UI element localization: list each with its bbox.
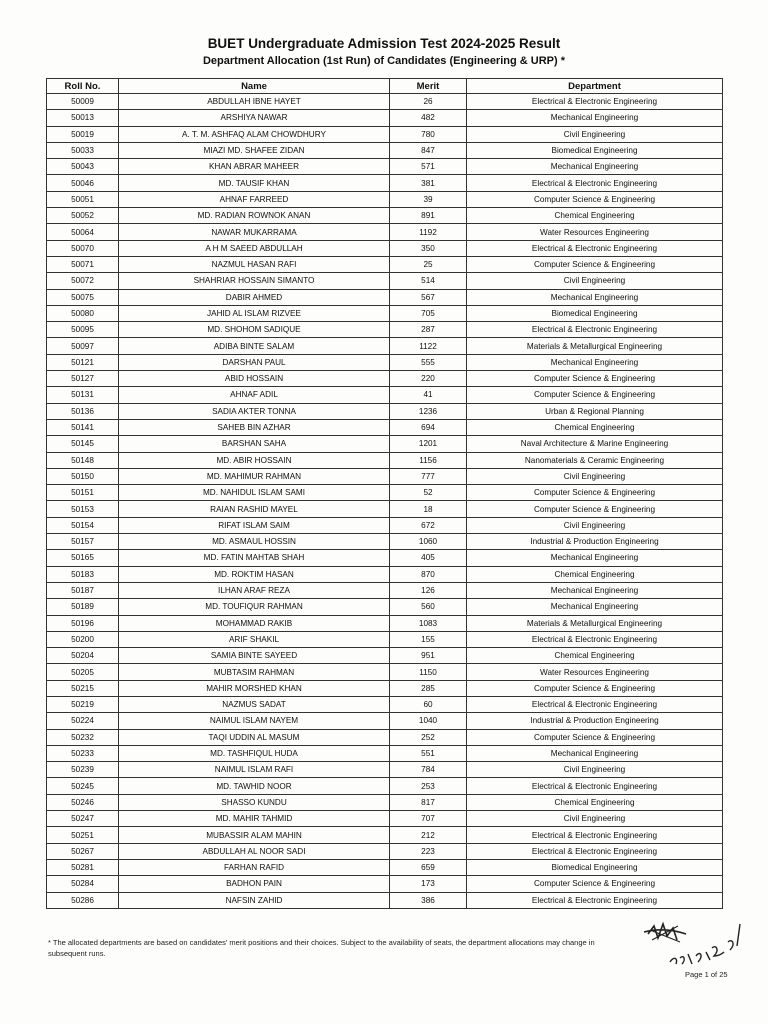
merit-cell: 41: [390, 387, 467, 403]
roll-cell: 50097: [47, 338, 119, 354]
roll-cell: 50043: [47, 159, 119, 175]
name-cell: SAHEB BIN AZHAR: [119, 419, 390, 435]
department-cell: Naval Architecture & Marine Engineering: [467, 436, 723, 452]
table-row: [47, 729, 723, 745]
roll-cell: 50075: [47, 289, 119, 305]
table-row: [47, 713, 723, 729]
roll-cell: 50033: [47, 142, 119, 158]
table-row: [47, 892, 723, 908]
department-cell: Mechanical Engineering: [467, 599, 723, 615]
department-cell: Materials & Metallurgical Engineering: [467, 615, 723, 631]
merit-cell: 220: [390, 371, 467, 387]
name-cell: NAFSIN ZAHID: [119, 892, 390, 908]
merit-cell: 482: [390, 110, 467, 126]
merit-cell: 1083: [390, 615, 467, 631]
merit-cell: 52: [390, 485, 467, 501]
merit-cell: 891: [390, 208, 467, 224]
name-cell: SHAHRIAR HOSSAIN SIMANTO: [119, 273, 390, 289]
roll-cell: 50095: [47, 322, 119, 338]
merit-cell: 567: [390, 289, 467, 305]
roll-cell: 50046: [47, 175, 119, 191]
department-cell: Industrial & Production Engineering: [467, 534, 723, 550]
name-cell: MAHIR MORSHED KHAN: [119, 680, 390, 696]
merit-cell: 1122: [390, 338, 467, 354]
department-cell: Computer Science & Engineering: [467, 191, 723, 207]
name-cell: MD. RADIAN ROWNOK ANAN: [119, 208, 390, 224]
table-row: [47, 566, 723, 582]
department-cell: Mechanical Engineering: [467, 354, 723, 370]
name-cell: MOHAMMAD RAKIB: [119, 615, 390, 631]
roll-cell: 50204: [47, 648, 119, 664]
name-cell: MD. MAHIMUR RAHMAN: [119, 468, 390, 484]
merit-cell: 381: [390, 175, 467, 191]
department-cell: Electrical & Electronic Engineering: [467, 696, 723, 712]
table-row: [47, 224, 723, 240]
table-row: [47, 534, 723, 550]
name-cell: JAHID AL ISLAM RIZVEE: [119, 305, 390, 321]
name-cell: KHAN ABRAR MAHEER: [119, 159, 390, 175]
table-row: [47, 794, 723, 810]
department-cell: Civil Engineering: [467, 468, 723, 484]
table-row: [47, 159, 723, 175]
roll-cell: 50232: [47, 729, 119, 745]
merit-cell: 1040: [390, 713, 467, 729]
name-cell: MD. FATIN MAHTAB SHAH: [119, 550, 390, 566]
roll-cell: 50072: [47, 273, 119, 289]
roll-cell: 50153: [47, 501, 119, 517]
merit-cell: 26: [390, 94, 467, 110]
table-row: [47, 876, 723, 892]
department-cell: Computer Science & Engineering: [467, 876, 723, 892]
department-cell: Civil Engineering: [467, 517, 723, 533]
department-cell: Mechanical Engineering: [467, 582, 723, 598]
merit-cell: 1150: [390, 664, 467, 680]
roll-cell: 50064: [47, 224, 119, 240]
merit-cell: 405: [390, 550, 467, 566]
merit-cell: 707: [390, 811, 467, 827]
department-cell: Computer Science & Engineering: [467, 256, 723, 272]
roll-cell: 50151: [47, 485, 119, 501]
table-row: [47, 843, 723, 859]
department-cell: Civil Engineering: [467, 126, 723, 142]
department-cell: Mechanical Engineering: [467, 110, 723, 126]
name-cell: AHNAF FARREED: [119, 191, 390, 207]
table-row: [47, 142, 723, 158]
table-row: [47, 354, 723, 370]
department-cell: Electrical & Electronic Engineering: [467, 240, 723, 256]
roll-cell: 50080: [47, 305, 119, 321]
department-cell: Nanomaterials & Ceramic Engineering: [467, 452, 723, 468]
roll-cell: 50136: [47, 403, 119, 419]
department-cell: Water Resources Engineering: [467, 224, 723, 240]
merit-cell: 951: [390, 648, 467, 664]
roll-cell: 50187: [47, 582, 119, 598]
column-header-merit: Merit: [390, 79, 467, 94]
roll-cell: 50267: [47, 843, 119, 859]
table-row: [47, 208, 723, 224]
merit-cell: 1236: [390, 403, 467, 419]
roll-cell: 50148: [47, 452, 119, 468]
name-cell: ARSHIYA NAWAR: [119, 110, 390, 126]
name-cell: ILHAN ARAF REZA: [119, 582, 390, 598]
roll-cell: 50131: [47, 387, 119, 403]
name-cell: MD. ROKTIM HASAN: [119, 566, 390, 582]
table-row: [47, 778, 723, 794]
table-row: [47, 240, 723, 256]
table-row: [47, 305, 723, 321]
roll-cell: 50245: [47, 778, 119, 794]
department-cell: Mechanical Engineering: [467, 159, 723, 175]
table-row: [47, 745, 723, 761]
merit-cell: 126: [390, 582, 467, 598]
table-row: [47, 436, 723, 452]
department-cell: Biomedical Engineering: [467, 305, 723, 321]
name-cell: MUBASSIR ALAM MAHIN: [119, 827, 390, 843]
merit-cell: 514: [390, 273, 467, 289]
merit-cell: 386: [390, 892, 467, 908]
name-cell: MD. SHOHOM SADIQUE: [119, 322, 390, 338]
department-cell: Electrical & Electronic Engineering: [467, 827, 723, 843]
table-row: [47, 582, 723, 598]
department-cell: Chemical Engineering: [467, 648, 723, 664]
table-row: [47, 94, 723, 110]
name-cell: TAQI UDDIN AL MASUM: [119, 729, 390, 745]
merit-cell: 285: [390, 680, 467, 696]
department-cell: Industrial & Production Engineering: [467, 713, 723, 729]
merit-cell: 18: [390, 501, 467, 517]
name-cell: ABID HOSSAIN: [119, 371, 390, 387]
department-cell: Computer Science & Engineering: [467, 387, 723, 403]
name-cell: NAIMUL ISLAM NAYEM: [119, 713, 390, 729]
department-cell: Electrical & Electronic Engineering: [467, 322, 723, 338]
table-row: [47, 452, 723, 468]
table-row: [47, 648, 723, 664]
name-cell: SADIA AKTER TONNA: [119, 403, 390, 419]
department-cell: Computer Science & Engineering: [467, 371, 723, 387]
name-cell: ABDULLAH IBNE HAYET: [119, 94, 390, 110]
page-number: Page 1 of 25: [685, 970, 728, 979]
name-cell: ABDULLAH AL NOOR SADI: [119, 843, 390, 859]
name-cell: NAZMUS SADAT: [119, 696, 390, 712]
column-header-roll: Roll No.: [47, 79, 119, 94]
roll-cell: 50233: [47, 745, 119, 761]
name-cell: MD. TOUFIQUR RAHMAN: [119, 599, 390, 615]
table-row: [47, 175, 723, 191]
table-row: [47, 387, 723, 403]
merit-cell: 705: [390, 305, 467, 321]
roll-cell: 50141: [47, 419, 119, 435]
page-subtitle: Department Allocation (1st Run) of Candidates (Engineering & URP) *: [202, 55, 565, 67]
merit-cell: 25: [390, 256, 467, 272]
department-cell: Civil Engineering: [467, 762, 723, 778]
name-cell: AHNAF ADIL: [119, 387, 390, 403]
merit-cell: 555: [390, 354, 467, 370]
table-row: [47, 501, 723, 517]
department-cell: Biomedical Engineering: [467, 142, 723, 158]
department-cell: Chemical Engineering: [467, 419, 723, 435]
roll-cell: 50246: [47, 794, 119, 810]
merit-cell: 780: [390, 126, 467, 142]
name-cell: ADIBA BINTE SALAM: [119, 338, 390, 354]
roll-cell: 50200: [47, 631, 119, 647]
roll-cell: 50247: [47, 811, 119, 827]
department-cell: Water Resources Engineering: [467, 664, 723, 680]
merit-cell: 817: [390, 794, 467, 810]
department-cell: Mechanical Engineering: [467, 745, 723, 761]
department-cell: Electrical & Electronic Engineering: [467, 631, 723, 647]
name-cell: MD. ASMAUL HOSSIN: [119, 534, 390, 550]
table-row: [47, 811, 723, 827]
roll-cell: 50009: [47, 94, 119, 110]
table-row: [47, 403, 723, 419]
roll-cell: 50286: [47, 892, 119, 908]
table-row: [47, 517, 723, 533]
table-row: [47, 762, 723, 778]
merit-cell: 571: [390, 159, 467, 175]
department-cell: Electrical & Electronic Engineering: [467, 175, 723, 191]
merit-cell: 252: [390, 729, 467, 745]
table-row: [47, 664, 723, 680]
merit-cell: 672: [390, 517, 467, 533]
table-row: [47, 859, 723, 875]
table-row: [47, 680, 723, 696]
column-header-department: Department: [467, 79, 723, 94]
department-cell: Civil Engineering: [467, 811, 723, 827]
name-cell: A. T. M. ASHFAQ ALAM CHOWDHURY: [119, 126, 390, 142]
table-row: [47, 550, 723, 566]
department-cell: Electrical & Electronic Engineering: [467, 843, 723, 859]
name-cell: MD. TASHFIQUL HUDA: [119, 745, 390, 761]
merit-cell: 784: [390, 762, 467, 778]
name-cell: MD. NAHIDUL ISLAM SAMI: [119, 485, 390, 501]
department-cell: Civil Engineering: [467, 273, 723, 289]
roll-cell: 50071: [47, 256, 119, 272]
table-row: [47, 289, 723, 305]
table-row: [47, 371, 723, 387]
roll-cell: 50013: [47, 110, 119, 126]
table-row: [47, 696, 723, 712]
department-cell: Computer Science & Engineering: [467, 680, 723, 696]
roll-cell: 50070: [47, 240, 119, 256]
roll-cell: 50196: [47, 615, 119, 631]
roll-cell: 50239: [47, 762, 119, 778]
roll-cell: 50251: [47, 827, 119, 843]
roll-cell: 50051: [47, 191, 119, 207]
table-row: [47, 126, 723, 142]
name-cell: MUBTASIM RAHMAN: [119, 664, 390, 680]
merit-cell: 60: [390, 696, 467, 712]
name-cell: ARIF SHAKIL: [119, 631, 390, 647]
merit-cell: 287: [390, 322, 467, 338]
merit-cell: 1060: [390, 534, 467, 550]
name-cell: MD. TAWHID NOOR: [119, 778, 390, 794]
results-table: [46, 78, 723, 909]
department-cell: Electrical & Electronic Engineering: [467, 778, 723, 794]
roll-cell: 50154: [47, 517, 119, 533]
merit-cell: 777: [390, 468, 467, 484]
name-cell: MD. ABIR HOSSAIN: [119, 452, 390, 468]
roll-cell: 50052: [47, 208, 119, 224]
name-cell: SAMIA BINTE SAYEED: [119, 648, 390, 664]
name-cell: A H M SAEED ABDULLAH: [119, 240, 390, 256]
name-cell: DARSHAN PAUL: [119, 354, 390, 370]
table-row: [47, 273, 723, 289]
merit-cell: 847: [390, 142, 467, 158]
table-row: [47, 615, 723, 631]
department-cell: Chemical Engineering: [467, 566, 723, 582]
department-cell: Biomedical Engineering: [467, 859, 723, 875]
merit-cell: 173: [390, 876, 467, 892]
roll-cell: 50219: [47, 696, 119, 712]
handwritten-signature: [640, 918, 750, 972]
merit-cell: 870: [390, 566, 467, 582]
name-cell: SHASSO KUNDU: [119, 794, 390, 810]
table-header-row: [47, 79, 723, 94]
table-row: [47, 110, 723, 126]
table-row: [47, 256, 723, 272]
roll-cell: 50121: [47, 354, 119, 370]
name-cell: NAIMUL ISLAM RAFI: [119, 762, 390, 778]
merit-cell: 560: [390, 599, 467, 615]
table-row: [47, 485, 723, 501]
department-cell: Computer Science & Engineering: [467, 729, 723, 745]
roll-cell: 50157: [47, 534, 119, 550]
table-row: [47, 631, 723, 647]
name-cell: NAZMUL HASAN RAFI: [119, 256, 390, 272]
table-row: [47, 599, 723, 615]
name-cell: NAWAR MUKARRAMA: [119, 224, 390, 240]
merit-cell: 212: [390, 827, 467, 843]
merit-cell: 1192: [390, 224, 467, 240]
name-cell: RAIAN RASHID MAYEL: [119, 501, 390, 517]
name-cell: BARSHAN SAHA: [119, 436, 390, 452]
roll-cell: 50205: [47, 664, 119, 680]
name-cell: MD. TAUSIF KHAN: [119, 175, 390, 191]
roll-cell: 50183: [47, 566, 119, 582]
merit-cell: 694: [390, 419, 467, 435]
department-cell: Electrical & Electronic Engineering: [467, 892, 723, 908]
merit-cell: 551: [390, 745, 467, 761]
merit-cell: 155: [390, 631, 467, 647]
footnote: * The allocated departments are based on candidates' merit positions and their choices. Subject to the availability of seats, the department allocations may change in subsequent runs.: [48, 938, 595, 958]
page-title: BUET Undergraduate Admission Test 2024-2025 Result: [207, 36, 561, 51]
roll-cell: 50284: [47, 876, 119, 892]
table-row: [47, 191, 723, 207]
roll-cell: 50127: [47, 371, 119, 387]
roll-cell: 50215: [47, 680, 119, 696]
department-cell: Urban & Regional Planning: [467, 403, 723, 419]
roll-cell: 50019: [47, 126, 119, 142]
merit-cell: 1201: [390, 436, 467, 452]
name-cell: DABIR AHMED: [119, 289, 390, 305]
name-cell: MIAZI MD. SHAFEE ZIDAN: [119, 142, 390, 158]
table-row: [47, 322, 723, 338]
merit-cell: 659: [390, 859, 467, 875]
department-cell: Chemical Engineering: [467, 208, 723, 224]
department-cell: Computer Science & Engineering: [467, 501, 723, 517]
department-cell: Mechanical Engineering: [467, 289, 723, 305]
roll-cell: 50224: [47, 713, 119, 729]
name-cell: BADHON PAIN: [119, 876, 390, 892]
table-row: [47, 338, 723, 354]
roll-cell: 50145: [47, 436, 119, 452]
roll-cell: 50189: [47, 599, 119, 615]
department-cell: Electrical & Electronic Engineering: [467, 94, 723, 110]
roll-cell: 50150: [47, 468, 119, 484]
merit-cell: 350: [390, 240, 467, 256]
column-header-name: Name: [119, 79, 390, 94]
table-row: [47, 419, 723, 435]
roll-cell: 50165: [47, 550, 119, 566]
table-row: [47, 827, 723, 843]
merit-cell: 223: [390, 843, 467, 859]
name-cell: RIFAT ISLAM SAIM: [119, 517, 390, 533]
name-cell: FARHAN RAFID: [119, 859, 390, 875]
merit-cell: 253: [390, 778, 467, 794]
table-row: [47, 468, 723, 484]
department-cell: Computer Science & Engineering: [467, 485, 723, 501]
department-cell: Chemical Engineering: [467, 794, 723, 810]
merit-cell: 39: [390, 191, 467, 207]
department-cell: Materials & Metallurgical Engineering: [467, 338, 723, 354]
roll-cell: 50281: [47, 859, 119, 875]
department-cell: Mechanical Engineering: [467, 550, 723, 566]
merit-cell: 1156: [390, 452, 467, 468]
name-cell: MD. MAHIR TAHMID: [119, 811, 390, 827]
